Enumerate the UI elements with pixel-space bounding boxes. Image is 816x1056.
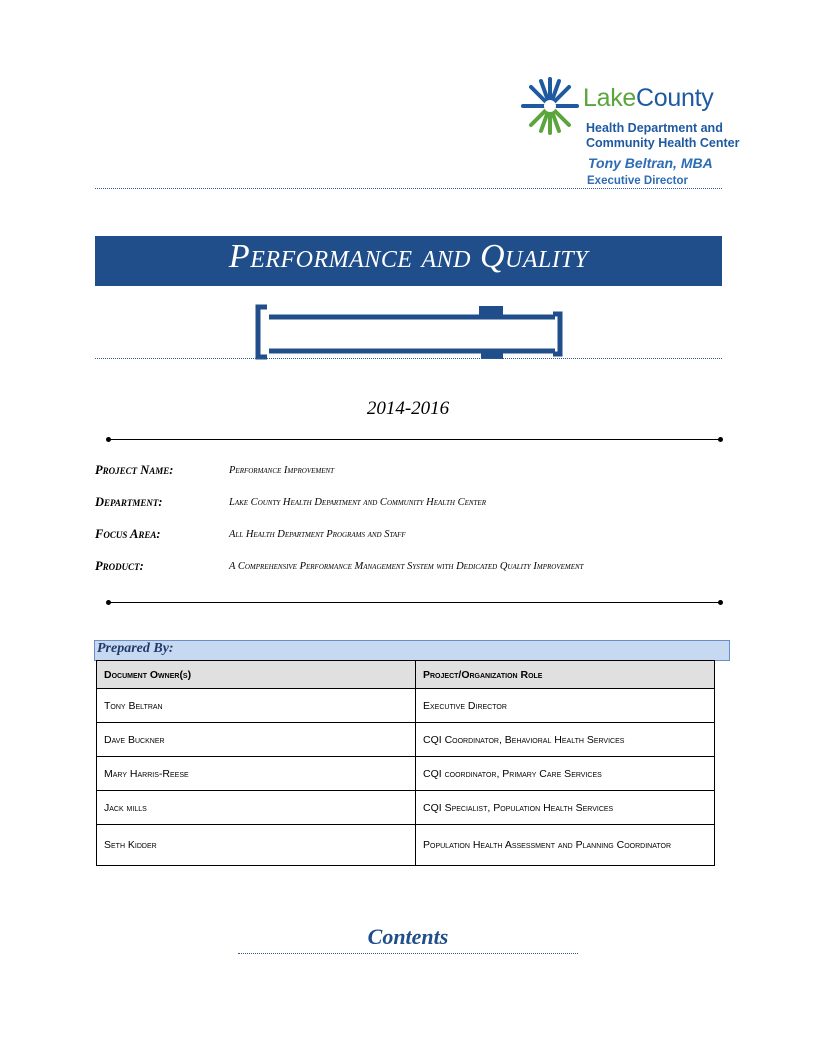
- table-row: [97, 757, 715, 791]
- contents-divider: [238, 953, 578, 954]
- project-name-label: Project Name:: [95, 463, 174, 477]
- prepared-by-bar: [94, 640, 730, 661]
- product-label: Product:: [95, 559, 144, 573]
- info-top-rule: [108, 439, 722, 440]
- logo-subtitle-line1: Health Department and: [586, 121, 723, 135]
- logo-subtitle-line2: Community Health Center: [586, 136, 740, 150]
- table-header-row: [97, 661, 715, 689]
- role-cell: CQI Coordinator, Behavioral Health Services: [416, 723, 715, 757]
- contents-heading: Contents: [367, 924, 449, 949]
- document-owners-table: [96, 660, 715, 866]
- focus-area-value: All Health Department Programs and Staff: [229, 529, 406, 540]
- owner-cell: Jack mills: [97, 791, 416, 825]
- info-bottom-rule: [108, 602, 722, 603]
- role-cell: Population Health Assessment and Planning Coordinator: [416, 825, 715, 866]
- owner-cell: Dave Buckner: [97, 723, 416, 757]
- title-divider: [95, 358, 722, 359]
- prepared-by-heading: Prepared By:: [97, 641, 174, 656]
- department-value: Lake County Health Department and Community Health Center: [229, 497, 486, 508]
- product-value: A Comprehensive Performance Management System with Dedicated Quality Improvement: [229, 561, 584, 572]
- owner-cell: Seth Kidder: [97, 825, 416, 866]
- date-range: 2014-2016: [366, 398, 450, 419]
- lake-county-logo-icon: [520, 76, 580, 136]
- table-row: [97, 723, 715, 757]
- director-title: Executive Director: [587, 175, 688, 187]
- document-title: Performance and Quality: [228, 238, 589, 275]
- role-cell: CQI Specialist, Population Health Services: [416, 791, 715, 825]
- column-header-role: Project/Organization Role: [416, 661, 715, 689]
- role-cell: CQI coordinator, Primary Care Services: [416, 757, 715, 791]
- department-label: Department:: [95, 495, 163, 509]
- focus-area-label: Focus Area:: [95, 527, 161, 541]
- logo-name-lake: Lake: [583, 84, 637, 112]
- director-name: Tony Beltran, MBA: [588, 155, 713, 171]
- role-cell: Executive Director: [416, 689, 715, 723]
- subtitle-bracket-decoration: [255, 304, 565, 360]
- table-row: [97, 689, 715, 723]
- logo-name-county: County: [636, 84, 714, 112]
- owner-cell: Tony Beltran: [97, 689, 416, 723]
- rule-endpoint: [718, 437, 723, 442]
- project-name-value: Performance Improvement: [229, 465, 335, 476]
- logo-wordmark: [583, 84, 713, 113]
- rule-endpoint: [718, 600, 723, 605]
- table-row: [97, 791, 715, 825]
- table-row: [97, 825, 715, 866]
- header-divider: [95, 188, 722, 189]
- owner-cell: Mary Harris-Reese: [97, 757, 416, 791]
- column-header-owner: Document Owner(s): [97, 661, 416, 689]
